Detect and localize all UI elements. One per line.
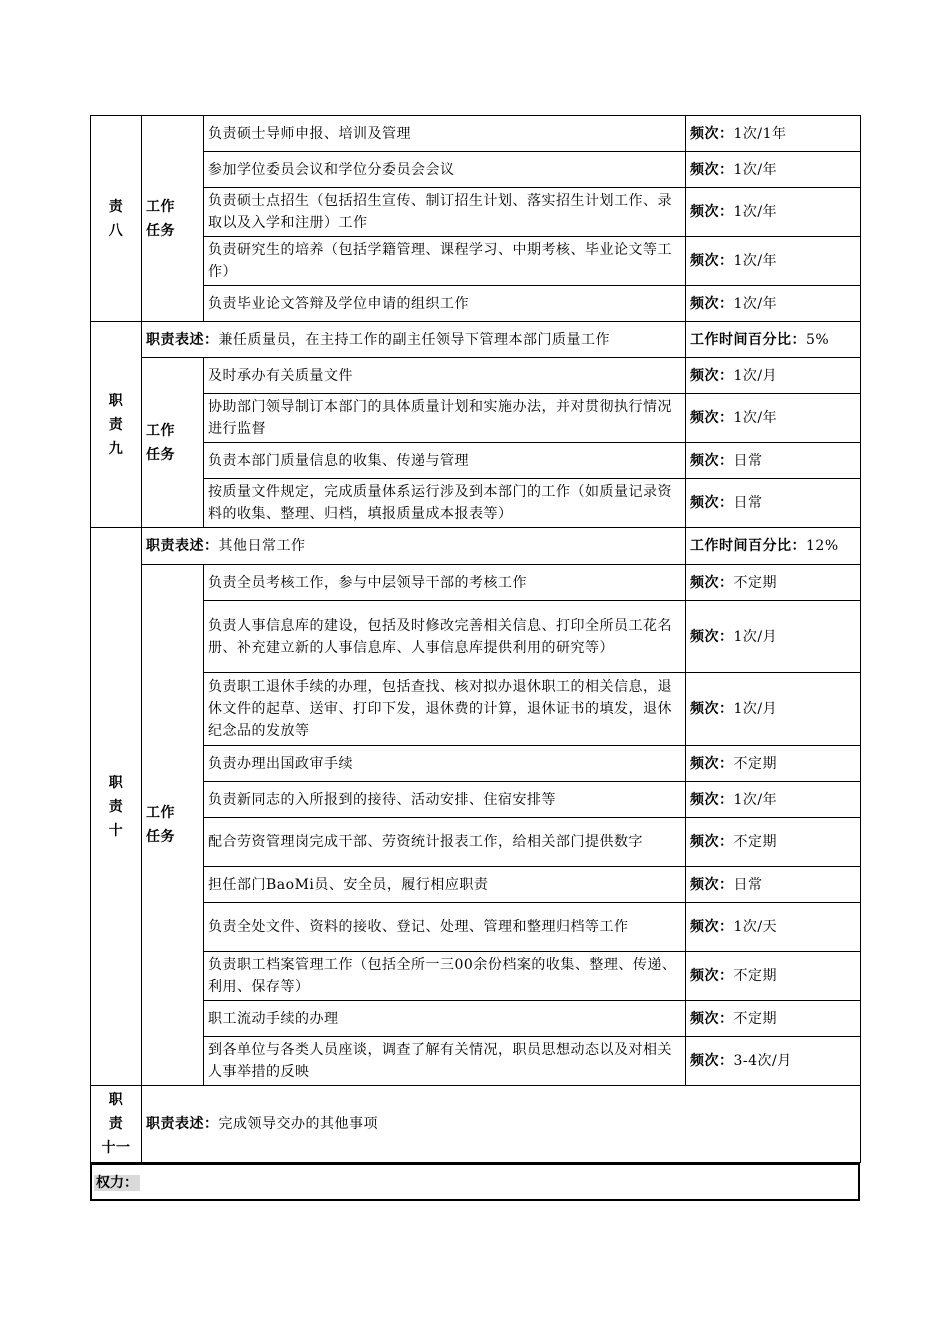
- duty-11-label: 职 责 十一: [91, 1086, 142, 1163]
- table-row: [91, 286, 861, 322]
- task-text: 负责人事信息库的建设，包括及时修改完善相关信息、打印全所员工花名册、补充建立新的人事信息库、人事信息库提供利用的研究等）: [204, 601, 686, 673]
- task-text: 负责办理出国政审手续: [204, 746, 686, 782]
- duty-10-percent: 工作时间百分比：12%: [686, 528, 861, 565]
- task-freq: 频次：1次/年: [686, 394, 861, 443]
- table-row: [91, 152, 861, 188]
- table-row: [91, 479, 861, 528]
- task-text: 负责本部门质量信息的收集、传递与管理: [204, 443, 686, 479]
- task-text: 负责职工档案管理工作（包括全所一三00余份档案的收集、整理、传递、利用、保存等）: [204, 952, 686, 1001]
- task-freq: 频次：日常: [686, 867, 861, 903]
- task-text: 参加学位委员会议和学位分委员会会议: [204, 152, 686, 188]
- duty-table: [90, 115, 861, 1163]
- table-row: [91, 394, 861, 443]
- task-freq: 频次：1次/年: [686, 152, 861, 188]
- table-row: [91, 528, 861, 565]
- task-freq: 频次：1次/1年: [686, 116, 861, 152]
- task-text: 协助部门领导制订本部门的具体质量计划和实施办法，并对贯彻执行情况进行监督: [204, 394, 686, 443]
- task-text: 到各单位与各类人员座谈，调查了解有关情况，职员思想动态以及对相关人事举措的反映: [204, 1037, 686, 1086]
- table-row: [91, 867, 861, 903]
- task-freq: 频次：1次/年: [686, 188, 861, 237]
- task-freq: 频次：不定期: [686, 952, 861, 1001]
- table-row: [91, 116, 861, 152]
- table-row: [91, 903, 861, 952]
- duty-8-label: 责 八: [91, 116, 142, 322]
- duty-9-percent: 工作时间百分比：5%: [686, 322, 861, 358]
- task-freq: 频次：1次/月: [686, 601, 861, 673]
- task-text: 及时承办有关质量文件: [204, 358, 686, 394]
- task-freq: 频次：不定期: [686, 746, 861, 782]
- table-row: [91, 565, 861, 601]
- task-text: 职工流动手续的办理: [204, 1001, 686, 1037]
- task-text: 负责硕士点招生（包括招生宣传、制订招生计划、落实招生计划工作、录取以及入学和注册）工作: [204, 188, 686, 237]
- task-text: 负责新同志的入所报到的接待、活动安排、住宿安排等: [204, 782, 686, 818]
- duty-9-label: 职 责 九: [91, 322, 142, 528]
- task-freq: 频次：不定期: [686, 818, 861, 867]
- duty-9-description: 职责表述：兼任质量员，在主持工作的副主任领导下管理本部门质量工作: [142, 322, 686, 358]
- task-text: 负责全员考核工作，参与中层领导干部的考核工作: [204, 565, 686, 601]
- table-row: [91, 673, 861, 746]
- table-row: [91, 188, 861, 237]
- table-row: [91, 818, 861, 867]
- task-text: 负责毕业论文答辩及学位申请的组织工作: [204, 286, 686, 322]
- task-freq: 频次：1次/年: [686, 782, 861, 818]
- task-freq: 频次：1次/天: [686, 903, 861, 952]
- task-text: 负责职工退休手续的办理，包括查找、核对拟办退休职工的相关信息，退休文件的起草、送审、打印下发，退休费的计算，退休证书的填发，退休纪念品的发放等: [204, 673, 686, 746]
- task-text: 配合劳资管理岗完成干部、劳资统计报表工作，给相关部门提供数字: [204, 818, 686, 867]
- table-row: [91, 746, 861, 782]
- task-text: 负责全处文件、资料的接收、登记、处理、管理和整理归档等工作: [204, 903, 686, 952]
- power-table: [90, 1163, 860, 1201]
- task-text: 负责硕士导师申报、培训及管理: [204, 116, 686, 152]
- table-row: [91, 1086, 861, 1163]
- table-row: [91, 1001, 861, 1037]
- power-label: 权力：: [96, 1175, 138, 1191]
- table-row: [91, 952, 861, 1001]
- duty-10-label: 职 责 十: [91, 528, 142, 1086]
- duty-11-description: 职责表述：完成领导交办的其他事项: [142, 1086, 861, 1163]
- task-text: 负责研究生的培养（包括学籍管理、课程学习、中期考核、毕业论文等工作）: [204, 237, 686, 286]
- table-row: [91, 443, 861, 479]
- task-freq: 频次：1次/月: [686, 673, 861, 746]
- table-row: [91, 358, 861, 394]
- task-freq: 频次：日常: [686, 479, 861, 528]
- table-row: [91, 601, 861, 673]
- duty-10-category: 工作 任务: [142, 565, 204, 1086]
- task-freq: 频次：1次/年: [686, 237, 861, 286]
- task-freq: 频次：1次/年: [686, 286, 861, 322]
- task-freq: 频次：日常: [686, 443, 861, 479]
- duty-10-description: 职责表述：其他日常工作: [142, 528, 686, 565]
- table-row: [91, 1037, 861, 1086]
- task-freq: 频次：不定期: [686, 1001, 861, 1037]
- task-text: 按质量文件规定，完成质量体系运行涉及到本部门的工作（如质量记录资料的收集、整理、归档，填报质量成本报表等）: [204, 479, 686, 528]
- table-row: [91, 322, 861, 358]
- table-row: [91, 782, 861, 818]
- table-row: [91, 237, 861, 286]
- power-cell: [91, 1164, 859, 1200]
- task-text: 担任部门BaoMi员、安全员，履行相应职责: [204, 867, 686, 903]
- duty-8-category: 工作 任务: [142, 116, 204, 322]
- task-freq: 频次：3-4次/月: [686, 1037, 861, 1086]
- task-freq: 频次：1次/月: [686, 358, 861, 394]
- duty-9-category: 工作 任务: [142, 358, 204, 528]
- task-freq: 频次：不定期: [686, 565, 861, 601]
